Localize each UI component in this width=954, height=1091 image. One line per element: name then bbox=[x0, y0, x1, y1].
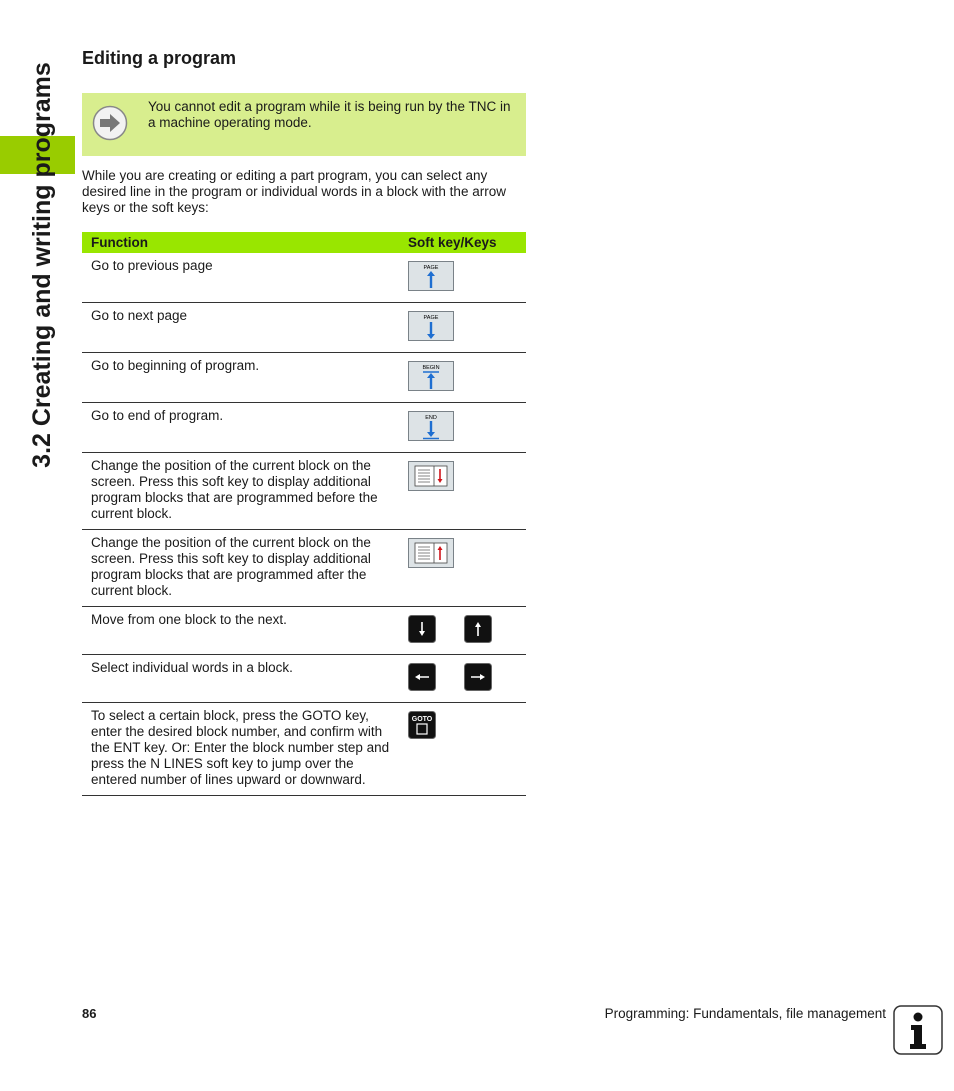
table-row bbox=[82, 453, 526, 530]
keys-cell bbox=[399, 253, 526, 303]
function-cell: Move from one block to the next. bbox=[82, 607, 399, 655]
function-cell: Go to beginning of program. bbox=[82, 353, 399, 403]
arrow-right-key-icon[interactable] bbox=[464, 663, 492, 691]
begin-softkey-icon[interactable] bbox=[408, 361, 454, 391]
arrow-down-key-icon[interactable] bbox=[408, 615, 436, 643]
page-down-softkey-icon[interactable] bbox=[408, 311, 454, 341]
function-cell: Go to next page bbox=[82, 303, 399, 353]
arrow-up-key-icon[interactable] bbox=[464, 615, 492, 643]
intro-paragraph: While you are creating or editing a part program, you can select any desired line in the program or individual words in a block with the arrow keys or the soft keys: bbox=[82, 168, 506, 215]
scroll-down-softkey-icon[interactable] bbox=[408, 461, 454, 491]
table-row bbox=[82, 403, 526, 453]
table-row bbox=[82, 353, 526, 403]
keys-cell bbox=[399, 353, 526, 403]
page-number: 86 bbox=[82, 1006, 97, 1021]
footer-text: Programming: Fundamentals, file management bbox=[604, 1006, 886, 1021]
header-keys: Soft key/Keys bbox=[399, 232, 526, 253]
section-heading: Editing a program bbox=[82, 48, 237, 68]
note-text: You cannot edit a program while it is being run by the TNC in a machine operating mode. bbox=[148, 99, 511, 130]
table-row bbox=[82, 530, 526, 607]
table-row bbox=[82, 703, 526, 796]
keys-cell bbox=[399, 403, 526, 453]
keys-cell bbox=[399, 303, 526, 353]
table-header-row bbox=[82, 232, 526, 253]
keys-cell bbox=[399, 530, 526, 607]
table-row bbox=[82, 253, 526, 303]
keys-cell bbox=[399, 703, 526, 796]
goto-key-label: GOTO bbox=[411, 716, 433, 723]
keys-cell bbox=[399, 655, 526, 703]
softkey-label: END bbox=[425, 415, 437, 421]
function-cell: Go to previous page bbox=[82, 253, 399, 303]
note-box bbox=[82, 93, 526, 156]
keys-cell bbox=[399, 453, 526, 530]
keys-cell bbox=[399, 607, 526, 655]
function-table bbox=[82, 232, 526, 796]
softkey-label: BEGIN bbox=[422, 365, 440, 371]
function-cell: Change the position of the current block on the screen. Press this soft key to display additional program blocks that are programmed before the current block. bbox=[82, 453, 399, 530]
softkey-label: PAGE bbox=[423, 265, 439, 271]
function-cell: Select individual words in a block. bbox=[82, 655, 399, 703]
info-icon bbox=[893, 1005, 943, 1055]
header-function: Function bbox=[82, 232, 399, 253]
end-softkey-icon[interactable] bbox=[408, 411, 454, 441]
arrow-left-key-icon[interactable] bbox=[408, 663, 436, 691]
function-cell: Change the position of the current block on the screen. Press this soft key to display additional program blocks that are programmed after the current block. bbox=[82, 530, 399, 607]
function-cell: Go to end of program. bbox=[82, 403, 399, 453]
table-row bbox=[82, 303, 526, 353]
chapter-title: 3.2 Creating and writing programs bbox=[28, 62, 56, 468]
table-row bbox=[82, 607, 526, 655]
table-row bbox=[82, 655, 526, 703]
arrow-right-icon bbox=[92, 105, 128, 141]
softkey-label: PAGE bbox=[423, 315, 439, 321]
goto-key-icon[interactable] bbox=[408, 711, 436, 739]
function-cell: To select a certain block, press the GOTO key, enter the desired block number, and confirm with the ENT key. Or: Enter the block number step and press the N LINES soft key to jump over the entered number of lines upward or downward. bbox=[82, 703, 399, 796]
scroll-up-softkey-icon[interactable] bbox=[408, 538, 454, 568]
page-up-softkey-icon[interactable] bbox=[408, 261, 454, 291]
